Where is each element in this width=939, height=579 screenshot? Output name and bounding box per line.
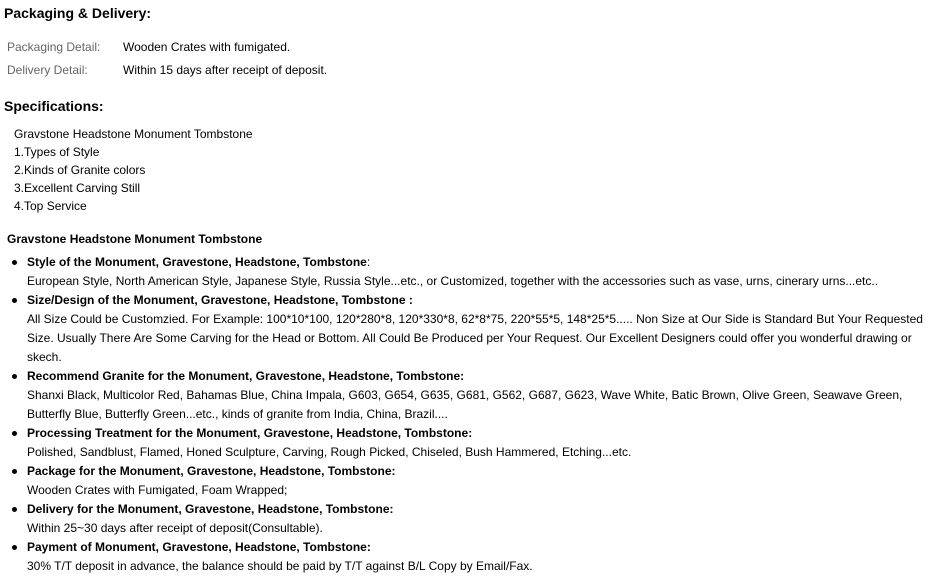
feature-heading: Recommend Granite for the Monument, Gravestone, Headstone, Tombstone: bbox=[27, 369, 465, 383]
bullet-icon bbox=[12, 545, 17, 550]
feature-description: Shanxi Black, Multicolor Red, Bahamas Blue, China Impala, G603, G654, G635, G681, G562, G687, G623, Wave White, Batic Brown, Olive Green, Seawave Green, Butterfly Blue, Butterfly Green...etc., kinds of granite from India, China, Brazil.... bbox=[27, 388, 903, 421]
feature-heading bbox=[27, 253, 935, 272]
feature-item-package bbox=[10, 462, 935, 500]
packaging-detail-label: Packaging Detail: bbox=[7, 39, 101, 54]
feature-heading: Delivery for the Monument, Gravestone, Headstone, Tombstone: bbox=[27, 502, 394, 516]
specifications-list bbox=[14, 125, 253, 215]
spec-line: Gravstone Headstone Monument Tombstone bbox=[14, 127, 253, 141]
feature-heading: Package for the Monument, Gravestone, Headstone, Tombstone: bbox=[27, 464, 396, 478]
feature-item-processing bbox=[10, 424, 935, 462]
packaging-delivery-title: Packaging & Delivery: bbox=[4, 5, 152, 21]
feature-heading: Payment of Monument, Gravestone, Headstone, Tombstone: bbox=[27, 540, 371, 554]
bullet-icon bbox=[12, 374, 17, 379]
specifications-title: Specifications: bbox=[4, 98, 104, 114]
bullet-icon bbox=[12, 298, 17, 303]
delivery-detail-label: Delivery Detail: bbox=[7, 62, 88, 77]
delivery-detail-value: Within 15 days after receipt of deposit. bbox=[123, 62, 328, 77]
bullet-icon bbox=[12, 469, 17, 474]
feature-item-size bbox=[10, 291, 935, 367]
spec-line: 1.Types of Style bbox=[14, 145, 100, 159]
packaging-delivery-table bbox=[7, 35, 327, 81]
feature-item-style bbox=[10, 253, 935, 291]
feature-heading-suffix: : bbox=[366, 255, 371, 269]
spec-line: 2.Kinds of Granite colors bbox=[14, 163, 146, 177]
spec-line: 4.Top Service bbox=[14, 199, 87, 213]
feature-description: European Style, North American Style, Japanese Style, Russia Style...etc., or Customized, together with the accessories such as vase, urns, cinerary urns...etc.. bbox=[27, 274, 879, 288]
bullet-icon bbox=[12, 260, 17, 265]
delivery-detail-row bbox=[7, 58, 327, 81]
feature-heading-text: Style of the Monument, Gravestone, Headstone, Tombstone bbox=[27, 255, 367, 269]
feature-description: Wooden Crates with Fumigated, Foam Wrapped; bbox=[27, 483, 288, 497]
packaging-detail-value: Wooden Crates with fumigated. bbox=[123, 39, 291, 54]
feature-item-delivery bbox=[10, 500, 935, 538]
feature-item-payment bbox=[10, 538, 935, 576]
bullet-icon bbox=[12, 507, 17, 512]
bullet-icon bbox=[12, 431, 17, 436]
packaging-detail-row bbox=[7, 35, 327, 58]
feature-description: Polished, Sandblust, Flamed, Honed Sculpture, Carving, Rough Picked, Chiseled, Bush Hammered, Etching...etc. bbox=[27, 445, 632, 459]
feature-heading: Processing Treatment for the Monument, Gravestone, Headstone, Tombstone: bbox=[27, 426, 473, 440]
details-title: Gravstone Headstone Monument Tombstone bbox=[7, 232, 263, 246]
feature-item-granite bbox=[10, 367, 935, 424]
spec-line: 3.Excellent Carving Still bbox=[14, 181, 141, 195]
feature-description: Within 25~30 days after receipt of deposit(Consultable). bbox=[27, 521, 323, 535]
feature-list bbox=[10, 253, 935, 576]
feature-description: All Size Could be Customzied. For Example: 100*10*100, 120*280*8, 120*330*8, 62*8*75, 220*55*5, 148*25*5..... Non Size at Our Side is Standard But Your Requested Size. Usually There Are Some Carving for the Head or Bottom. All Could Be Produced per Your Request. Our Excellent Designers could offer you wonderful drawing or skech. bbox=[27, 312, 923, 364]
feature-description: 30% T/T deposit in advance, the balance should be paid by T/T against B/L Copy by Email/Fax. bbox=[27, 559, 533, 573]
feature-heading: Size/Design of the Monument, Gravestone, Headstone, Tombstone : bbox=[27, 293, 413, 307]
